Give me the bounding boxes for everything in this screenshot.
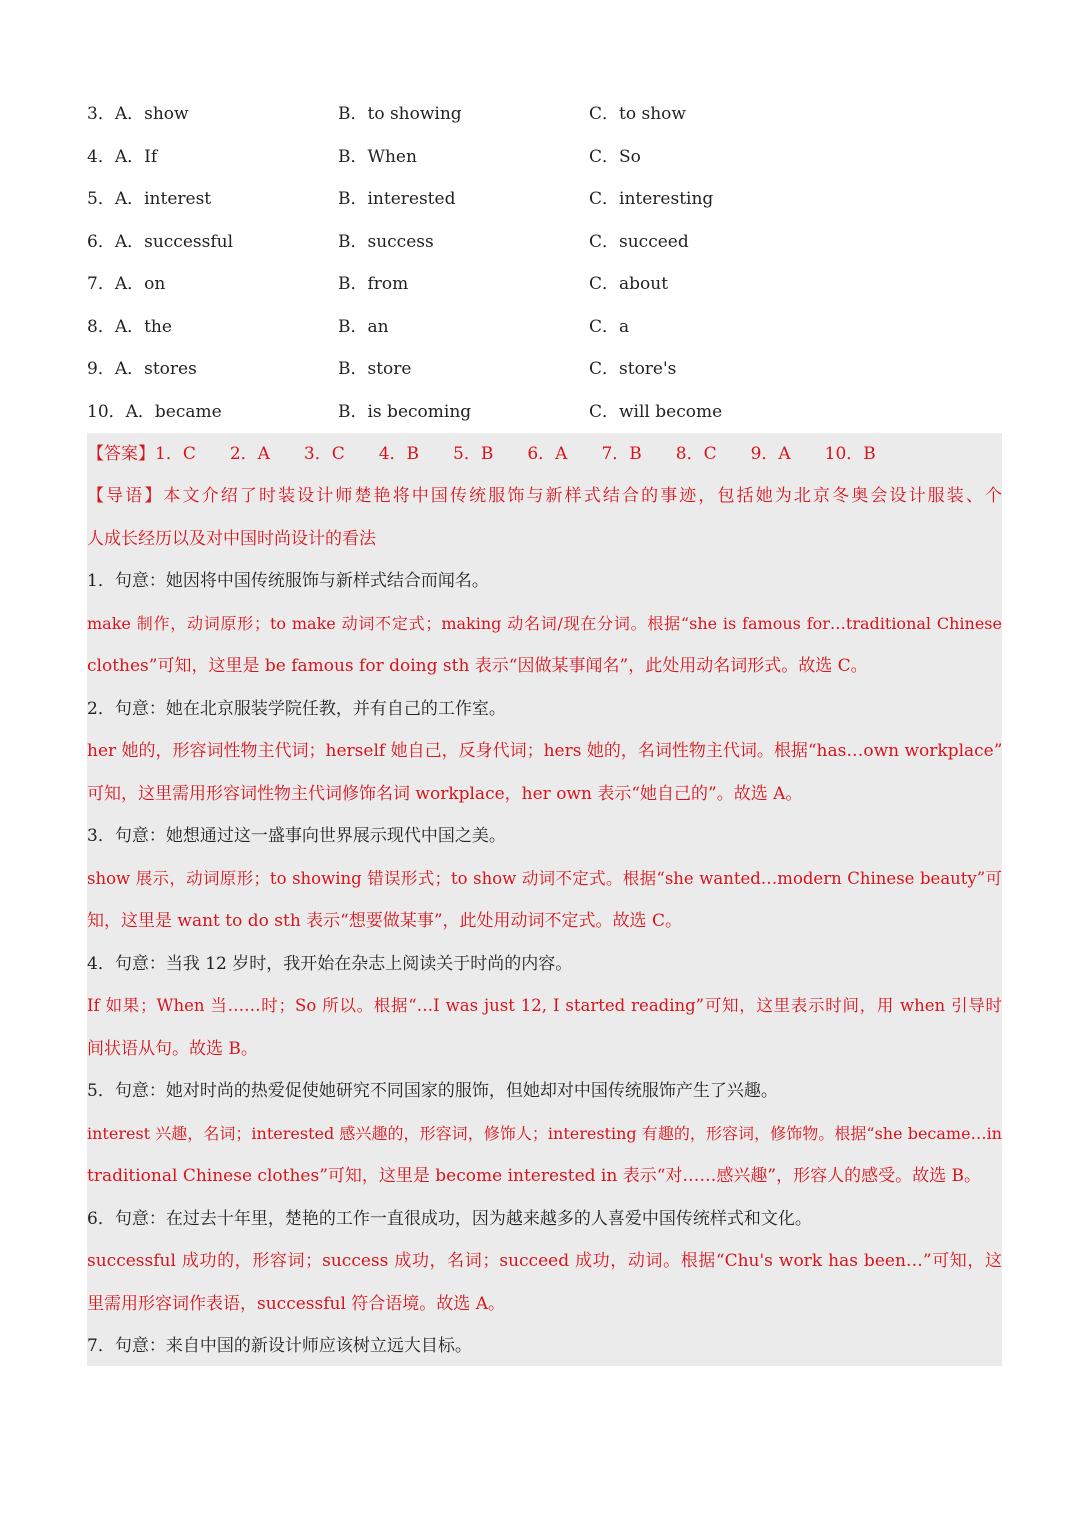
- sentence-meaning: 1．句意：她因将中国传统服饰与新样式结合而闻名。: [87, 571, 489, 591]
- option-row: [87, 391, 1007, 434]
- sentence-meaning: 6．句意：在过去十年里，楚艳的工作一直很成功，因为越来越多的人喜爱中国传统样式和文化。: [87, 1209, 812, 1229]
- answer-key: 【答案】1．C 2．A 3．C 4．B 5．B 6．A 7．B 8．C 9．A 10．B: [87, 444, 876, 464]
- option-row: [87, 136, 1007, 179]
- question-number-and-option-a: 10．A．became: [87, 401, 222, 422]
- question-number-and-option-a: 7．A．on: [87, 274, 166, 294]
- explanation-line: traditional Chinese clothes”可知，这里是 become interested in 表示“对……感兴趣”，形容人的感受。故选 B。: [87, 1166, 982, 1186]
- option-c: C．store's: [589, 359, 677, 379]
- explanation-line: 知，这里是 want to do sth 表示“想要做某事”，此处用动词不定式。故选 C。: [87, 911, 682, 931]
- option-row: [87, 93, 1007, 136]
- explanation-line: clothes”可知，这里是 be famous for doing sth 表示“因做某事闻名”，此处用动名词形式。故选 C。: [87, 656, 868, 676]
- question-number-and-option-a: 5．A．interest: [87, 189, 212, 209]
- option-b: B．When: [338, 146, 417, 167]
- option-row: [87, 263, 1007, 306]
- explanation-line: 里需用形容词作表语，successful 符合语境。故选 A。: [87, 1294, 505, 1314]
- option-row: [87, 306, 1007, 349]
- explanation-block: [87, 433, 1002, 1366]
- option-b: B．success: [338, 231, 434, 252]
- option-c: C．about: [589, 274, 669, 294]
- guide-line: 【导语】本文介绍了时装设计师楚艳将中国传统服饰与新样式结合的事迹，包括她为北京冬奥会设计服装、个: [87, 486, 1002, 506]
- options-list: [87, 93, 1007, 433]
- explanation-line: interest 兴趣，名词；interested 感兴趣的，形容词，修饰人；interesting 有趣的，形容词，修饰物。根据“she became…in: [87, 1124, 1002, 1143]
- option-c: C．will become: [589, 401, 723, 422]
- option-c: C．interesting: [589, 189, 714, 209]
- option-c: C．So: [589, 146, 641, 167]
- option-c: C．succeed: [589, 231, 689, 252]
- question-number-and-option-a: 3．A．show: [87, 104, 189, 124]
- explanation-line: 可知，这里需用形容词性物主代词修饰名词 workplace，her own 表示“她自己的”。故选 A。: [87, 784, 803, 804]
- explanation-line: successful 成功的，形容词；success 成功，名词；succeed 成功，动词。根据“Chu's work has been…”可知，这: [87, 1251, 1002, 1271]
- option-row: [87, 221, 1007, 264]
- option-b: B．from: [338, 274, 409, 294]
- sentence-meaning: 2．句意：她在北京服装学院任教，并有自己的工作室。: [87, 699, 506, 719]
- question-number-and-option-a: 8．A．the: [87, 316, 172, 337]
- option-b: B．to showing: [338, 104, 462, 124]
- option-b: B．interested: [338, 189, 456, 209]
- option-b: B．store: [338, 359, 412, 379]
- option-c: C．a: [589, 316, 630, 337]
- guide-line: 人成长经历以及对中国时尚设计的看法: [87, 529, 376, 549]
- option-row: [87, 178, 1007, 221]
- question-number-and-option-a: 4．A．If: [87, 146, 158, 167]
- question-number-and-option-a: 6．A．successful: [87, 231, 234, 252]
- option-b: B．is becoming: [338, 401, 472, 422]
- question-number-and-option-a: 9．A．stores: [87, 359, 197, 379]
- sentence-meaning: 3．句意：她想通过这一盛事向世界展示现代中国之美。: [87, 826, 506, 846]
- option-b: B．an: [338, 316, 389, 337]
- explanation-line: make 制作，动词原形；to make 动词不定式；making 动名词/现在分词。根据“she is famous for…traditional Chinese: [87, 614, 1002, 633]
- sentence-meaning: 5．句意：她对时尚的热爱促使她研究不同国家的服饰，但她却对中国传统服饰产生了兴趣。: [87, 1081, 778, 1101]
- explanation-line: show 展示，动词原形；to showing 错误形式；to show 动词不定式。根据“she wanted…modern Chinese beauty”可: [87, 869, 1002, 888]
- explanation-line: her 她的，形容词性物主代词；herself 她自己，反身代词；hers 她的，名词性物主代词。根据“has…own workplace”: [87, 741, 1003, 761]
- explanation-line: 间状语从句。故选 B。: [87, 1039, 258, 1059]
- sentence-meaning: 4．句意：当我 12 岁时，我开始在杂志上阅读关于时尚的内容。: [87, 954, 573, 974]
- sentence-meaning: 7．句意：来自中国的新设计师应该树立远大目标。: [87, 1336, 472, 1356]
- option-c: C．to show: [589, 104, 686, 124]
- option-row: [87, 348, 1007, 391]
- explanation-line: If 如果；When 当……时；So 所以。根据“…I was just 12, I started reading”可知，这里表示时间，用 when 引导时: [87, 996, 1002, 1015]
